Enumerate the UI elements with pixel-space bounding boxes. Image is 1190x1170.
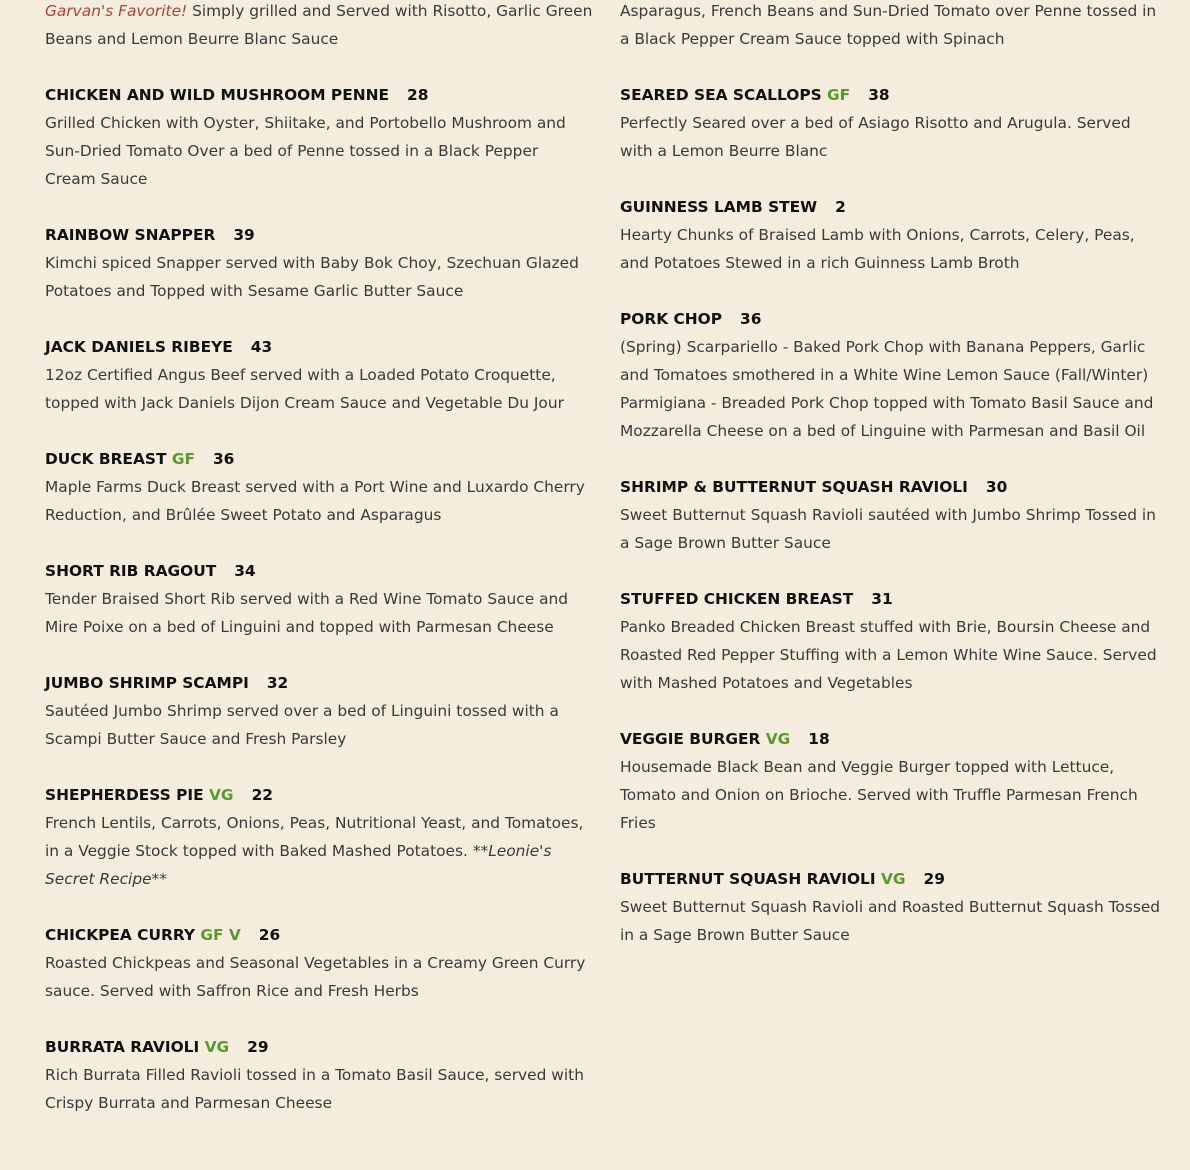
item-note: **Leonie's Secret Recipe** bbox=[45, 842, 552, 888]
dietary-tag: VG bbox=[204, 1038, 230, 1056]
menu-item-shrimp-butternut-ravioli bbox=[620, 473, 1168, 557]
item-header bbox=[620, 81, 1168, 109]
item-price: 26 bbox=[258, 926, 281, 944]
item-price: 32 bbox=[266, 674, 289, 692]
menu-item-chickpea-curry bbox=[45, 921, 593, 1005]
item-name: PORK CHOP bbox=[620, 310, 723, 328]
item-description: Sautéed Jumbo Shrimp served over a bed of Linguini tossed with a Scampi Butter Sauce and Fresh Parsley bbox=[45, 702, 559, 748]
item-description: (Spring) Scarpariello - Baked Pork Chop with Banana Peppers, Garlic and Tomatoes smothered in a White Wine Lemon Sauce (Fall/Winter) Parmigiana - Breaded Pork Chop topped with Tomato Basil Sauce and Mozzarella Cheese on a bed of Linguine with Parmesan and Basil Oil bbox=[620, 338, 1154, 440]
menu-item-butternut-squash-ravioli bbox=[620, 865, 1168, 949]
item-description: Grilled Chicken with Oyster, Shiitake, and Portobello Mushroom and Sun-Dried Tomato Over a bed of Penne tossed in a Black Pepper Cream Sauce bbox=[45, 114, 566, 188]
item-header bbox=[45, 333, 593, 361]
item-header bbox=[620, 473, 1168, 501]
item-description: French Lentils, Carrots, Onions, Peas, Nutritional Yeast, and Tomatoes, in a Veggie Stock topped with Baked Mashed Potatoes. **Leonie's Secret Recipe** bbox=[45, 814, 584, 888]
dietary-tag: VG bbox=[209, 786, 234, 804]
item-price: 29 bbox=[247, 1038, 269, 1056]
dietary-tag: GF bbox=[827, 86, 851, 104]
menu-item-guinness-lamb-stew bbox=[620, 193, 1168, 277]
menu-item-jumbo-shrimp-scampi bbox=[45, 669, 593, 753]
item-name: SHRIMP & BUTTERNUT SQUASH RAVIOLI bbox=[620, 478, 968, 496]
dietary-tag: GF bbox=[171, 450, 195, 468]
item-price: 36 bbox=[740, 310, 762, 328]
item-description: Tender Braised Short Rib served with a Red Wine Tomato Sauce and Mire Poixe on a bed of Linguini and topped with Parmesan Cheese bbox=[45, 590, 569, 636]
item-name: JACK DANIELS RIBEYE bbox=[45, 338, 233, 356]
menu-item-chicken-mushroom-penne bbox=[45, 81, 593, 193]
item-description: Maple Farms Duck Breast served with a Port Wine and Luxardo Cherry Reduction, and Brûlée Sweet Potato and Asparagus bbox=[45, 478, 585, 524]
menu-item-rainbow-snapper bbox=[45, 221, 593, 305]
item-header bbox=[45, 445, 593, 473]
item-header bbox=[45, 921, 593, 949]
menu-item-burrata-ravioli bbox=[45, 1033, 593, 1117]
item-price: 43 bbox=[250, 338, 273, 356]
item-name: BURRATA RAVIOLI bbox=[45, 1038, 200, 1056]
menu-column-left bbox=[45, 0, 593, 1145]
item-header bbox=[620, 193, 1168, 221]
item-price: 22 bbox=[251, 786, 273, 804]
item-description: Kimchi spiced Snapper served with Baby Bok Choy, Szechuan Glazed Potatoes and Topped with Sesame Garlic Butter Sauce bbox=[45, 254, 579, 300]
item-name: RAINBOW SNAPPER bbox=[45, 226, 216, 244]
item-name: SHORT RIB RAGOUT bbox=[45, 562, 217, 580]
dietary-tag: VG bbox=[765, 730, 791, 748]
item-name: SEARED SEA SCALLOPS bbox=[620, 86, 822, 104]
menu-item-stuffed-chicken-breast bbox=[620, 585, 1168, 697]
item-price: 36 bbox=[212, 450, 235, 468]
item-header bbox=[45, 81, 593, 109]
menu-item-veggie-burger bbox=[620, 725, 1168, 837]
menu-item-pork-chop bbox=[620, 305, 1168, 445]
item-description: Sweet Butternut Squash Ravioli sautéed with Jumbo Shrimp Tossed in a Sage Brown Butter Sauce bbox=[620, 506, 1156, 552]
item-price: 2 bbox=[835, 198, 846, 216]
item-header bbox=[620, 585, 1168, 613]
item-price: 31 bbox=[871, 590, 893, 608]
item-price: 30 bbox=[985, 478, 1008, 496]
favorite-label: Garvan's Favorite! bbox=[45, 2, 188, 20]
menu-column-right bbox=[620, 0, 1168, 977]
menu-item-seared-sea-scallops bbox=[620, 81, 1168, 165]
item-description: Hearty Chunks of Braised Lamb with Onions, Carrots, Celery, Peas, and Potatoes Stewed in a rich Guinness Lamb Broth bbox=[620, 226, 1135, 272]
item-description: Garvan's Favorite! Simply grilled and Served with Risotto, Garlic Green Beans and Lemon Beurre Blanc Sauce bbox=[45, 2, 593, 48]
menu-item-shepherdess-pie bbox=[45, 781, 593, 893]
menu-item-fish-continued bbox=[45, 0, 593, 53]
item-description: Perfectly Seared over a bed of Asiago Risotto and Arugula. Served with a Lemon Beurre Blanc bbox=[620, 114, 1131, 160]
item-header bbox=[620, 865, 1168, 893]
item-description: Sweet Butternut Squash Ravioli and Roasted Butternut Squash Tossed in a Sage Brown Butter Sauce bbox=[620, 898, 1161, 944]
menu-item-short-rib-ragout bbox=[45, 557, 593, 641]
item-price: 38 bbox=[868, 86, 890, 104]
item-name: GUINNESS LAMB STEW bbox=[620, 198, 818, 216]
item-name: DUCK BREAST bbox=[45, 450, 167, 468]
item-description: Asparagus, French Beans and Sun-Dried Tomato over Penne tossed in a Black Pepper Cream Sauce topped with Spinach bbox=[620, 2, 1157, 48]
item-description: 12oz Certified Angus Beef served with a Loaded Potato Croquette, topped with Jack Daniels Dijon Cream Sauce and Vegetable Du Jour bbox=[45, 366, 564, 412]
item-price: 28 bbox=[406, 86, 429, 104]
item-header bbox=[620, 725, 1168, 753]
item-name: CHICKEN AND WILD MUSHROOM PENNE bbox=[45, 86, 389, 104]
item-name: SHEPHERDESS PIE bbox=[45, 786, 204, 804]
dietary-tag: GF V bbox=[200, 926, 241, 944]
item-name: BUTTERNUT SQUASH RAVIOLI bbox=[620, 870, 876, 888]
item-price: 29 bbox=[923, 870, 945, 888]
menu-item-jack-daniels-ribeye bbox=[45, 333, 593, 417]
menu-item-penne-continued bbox=[620, 0, 1168, 53]
item-header bbox=[620, 305, 1168, 333]
item-header bbox=[45, 221, 593, 249]
item-price: 39 bbox=[233, 226, 255, 244]
item-header bbox=[45, 781, 593, 809]
item-price: 34 bbox=[234, 562, 256, 580]
item-header bbox=[45, 1033, 593, 1061]
item-name: VEGGIE BURGER bbox=[620, 730, 761, 748]
item-name: CHICKPEA CURRY bbox=[45, 926, 195, 944]
item-name: JUMBO SHRIMP SCAMPI bbox=[45, 674, 249, 692]
item-header bbox=[45, 557, 593, 585]
menu-item-duck-breast bbox=[45, 445, 593, 529]
item-name: STUFFED CHICKEN BREAST bbox=[620, 590, 854, 608]
item-description: Roasted Chickpeas and Seasonal Vegetables in a Creamy Green Curry sauce. Served with Saffron Rice and Fresh Herbs bbox=[45, 954, 586, 1000]
item-price: 18 bbox=[808, 730, 830, 748]
item-description: Panko Breaded Chicken Breast stuffed with Brie, Boursin Cheese and Roasted Red Pepper Stuffing with a Lemon White Wine Sauce. Served with Mashed Potatoes and Vegetables bbox=[620, 618, 1157, 692]
item-header bbox=[45, 669, 593, 697]
item-description: Housemade Black Bean and Veggie Burger topped with Lettuce, Tomato and Onion on Brioche. Served with Truffle Parmesan French Fries bbox=[620, 758, 1138, 832]
item-description: Rich Burrata Filled Ravioli tossed in a Tomato Basil Sauce, served with Crispy Burrata and Parmesan Cheese bbox=[45, 1066, 584, 1112]
dietary-tag: VG bbox=[880, 870, 906, 888]
